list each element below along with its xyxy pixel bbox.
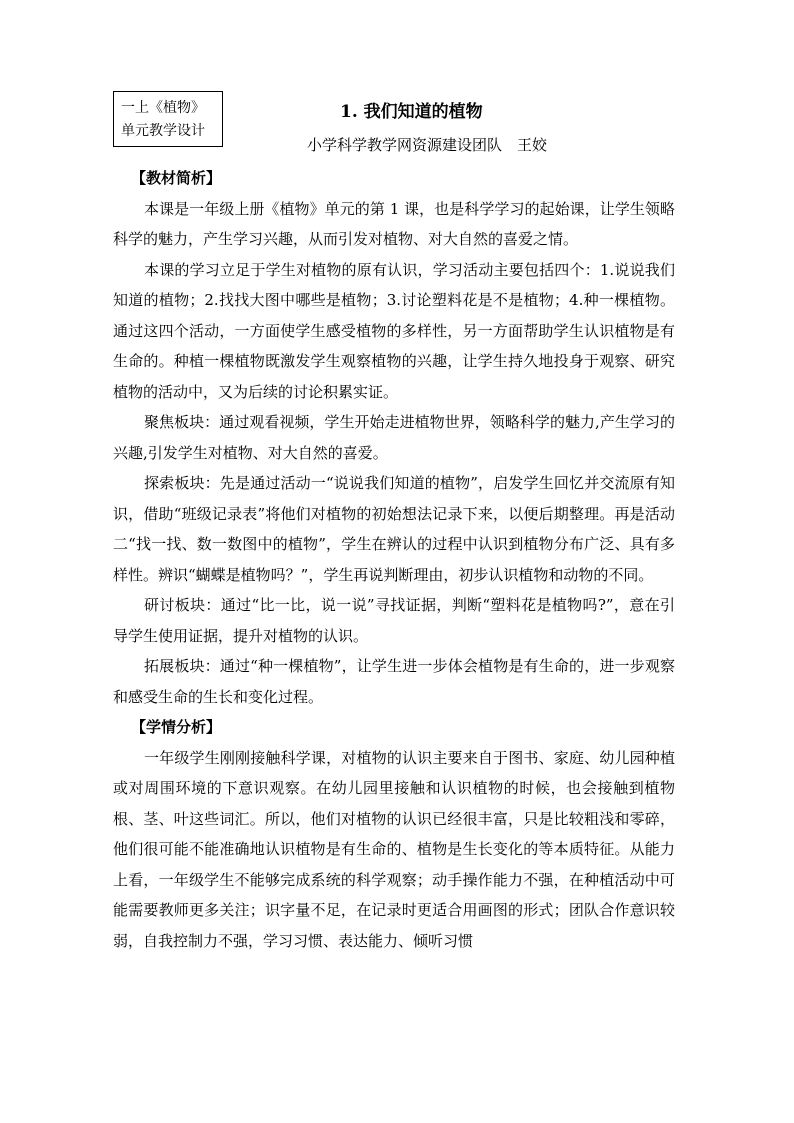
unit-label-line1: 一上《植物》 — [121, 100, 205, 116]
unit-label-line2: 单元教学设计 — [121, 123, 205, 139]
paragraph: 研讨板块：通过“比一比，说一说”寻找证据，判断“塑料花是植物吗?”，意在引导学生使用证据，提升对植物的认识。 — [113, 596, 675, 645]
paragraph: 本课是一年级上册《植物》单元的第 1 课，也是科学学习的起始课，让学生领略科学的魅力，产生学习兴趣，从而引发对植物、对大自然的喜爱之情。 — [113, 199, 675, 248]
paragraph: 聚焦板块：通过观看视频，学生开始走进植物世界，领略科学的魅力,产生学习的兴趣,引发学生对植物、对大自然的喜爱。 — [113, 413, 675, 462]
paragraph: 探索板块：先是通过活动一“说说我们知道的植物”，启发学生回忆并交流原有知识，借助“班级记录表”将他们对植物的初始想法记录下来，以便后期整理。再是活动二“找一找、数一数图中的植物”，学生在辨认的过程中认识到植物分布广泛、具有多样性。辨识“蝴蝶是植物吗？”，学生再说判断理由，初步认识植物和动物的不同。 — [113, 474, 675, 584]
page-title: 1. 我们知道的植物 — [340, 102, 483, 122]
paragraph: 本课的学习立足于学生对植物的原有认识，学习活动主要包括四个：1.说说我们知道的植物；2.找找大图中哪些是植物；3.讨论塑料花是不是植物；4.种一棵植物。通过这四个活动，一方面使学生感受植物的多样性，另一方面帮助学生认识植物是有生命的。种植一棵植物既激发学生观察植物的兴趣，让学生持久地投身于观察、研究植物的活动中，又为后续的讨论积累实证。 — [113, 260, 675, 401]
paragraph: 拓展板块：通过“种一棵植物”，让学生进一步体会植物是有生命的，进一步观察和感受生命的生长和变化过程。 — [113, 657, 675, 706]
document-body — [113, 163, 675, 956]
unit-label-box — [113, 91, 223, 147]
author-line: 小学科学教学网资源建设团队 王姣 — [307, 136, 548, 154]
section-heading-learner-analysis: 【学情分析】 — [131, 718, 222, 736]
paragraph: 一年级学生刚刚接触科学课，对植物的认识主要来自于图书、家庭、幼儿园种植或对周围环境的下意识观察。在幼儿园里接触和认识植物的时候，也会接触到植物根、茎、叶这些词汇。所以，他们对植物的认识已经很丰富，只是比较粗浅和零碎，他们很可能不能准确地认识植物是有生命的、植物是生长变化的等本质特征。从能力上看，一年级学生不能够完成系统的科学观察；动手操作能力不强，在种植活动中可能需要教师更多关注；识字量不足，在记录时更适合用画图的形式；团队合作意识较弱，自我控制力不强，学习习惯、表达能力、倾听习惯 — [113, 748, 675, 950]
section-heading-textbook-analysis: 【教材简析】 — [131, 169, 222, 187]
